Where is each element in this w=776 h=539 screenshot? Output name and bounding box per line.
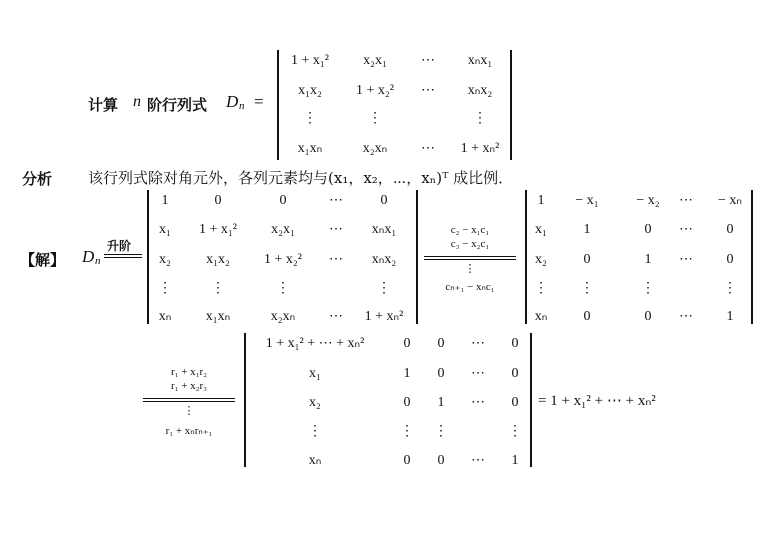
problem-n: n: [133, 93, 141, 110]
m3-cell: 0: [403, 395, 411, 410]
solution-symbol-sub: n: [95, 255, 101, 267]
m2-cell: ⋯: [679, 252, 693, 267]
m2-cell: 1: [537, 193, 545, 208]
m1-cell: ⋮: [377, 281, 391, 296]
m2-cell: 0: [644, 222, 652, 237]
m3-cell: 1: [437, 395, 445, 410]
m3-cell: 0: [511, 336, 519, 351]
m2-cell: x₁: [535, 222, 547, 237]
m1-cell: ⋮: [158, 281, 172, 296]
m3-cell: xₙ: [308, 453, 322, 468]
problem-matrix-cell: x₁x₂: [298, 83, 322, 98]
problem-matrix-cell: 1 + x₁²: [291, 53, 329, 68]
m3-cell: ⋮: [508, 424, 522, 439]
m1-cell: 0: [279, 193, 287, 208]
m1-cell: x₂xₙ: [270, 309, 296, 324]
m2-cell: ⋯: [679, 193, 693, 208]
row-operation: r₁ + xₙrₙ₊₁: [165, 425, 213, 437]
m3-cell: ⋯: [471, 395, 485, 410]
m2-cell: 0: [583, 252, 591, 267]
det-bar-right: [510, 50, 512, 160]
m2-cell: 1: [644, 252, 652, 267]
m2-cell: ⋮: [580, 281, 594, 296]
m2-cell: 0: [583, 309, 591, 324]
m2-cell: − xₙ: [718, 193, 742, 208]
problem-matrix-cell: ⋮: [368, 111, 382, 126]
m1-bar-left: [147, 190, 149, 324]
m1-cell: ⋯: [329, 222, 343, 237]
problem-matrix-cell: xₙx₂: [467, 83, 493, 98]
m3-cell: 0: [511, 366, 519, 381]
det-bar-left: [277, 50, 279, 160]
problem-matrix-cell: 1 + xₙ²: [460, 141, 500, 156]
m3-cell: 0: [511, 395, 519, 410]
row-operation: ⋮: [183, 405, 195, 417]
m3-cell: 0: [437, 336, 445, 351]
m3-cell: ⋯: [471, 453, 485, 468]
m1-cell: ⋯: [329, 309, 343, 324]
m1-cell: 1 + x₁²: [199, 222, 237, 237]
m1-cell: x₁xₙ: [205, 309, 231, 324]
m1-cell: xₙ: [158, 309, 172, 324]
m2-cell: 1: [583, 222, 591, 237]
problem-symbol-sub: n: [239, 100, 245, 112]
m1-cell: xₙx₂: [371, 252, 397, 267]
problem-matrix-cell: x₂x₁: [363, 53, 387, 68]
m2-cell: ⋮: [641, 281, 655, 296]
m3-cell: 1: [511, 453, 519, 468]
m2-cell: 1: [726, 309, 734, 324]
m1-cell: ⋯: [329, 193, 343, 208]
m1-cell: 0: [214, 193, 222, 208]
problem-matrix-cell: ⋮: [303, 111, 317, 126]
m3-cell: 0: [437, 366, 445, 381]
m1-cell: x₁x₂: [206, 252, 230, 267]
m2-cell: 0: [644, 309, 652, 324]
m3-cell: ⋯: [471, 366, 485, 381]
column-operation: cₙ₊₁ − xₙc₁: [445, 281, 495, 293]
column-operation: c₂ − x₁c₁: [450, 224, 490, 236]
m1-cell: 1 + xₙ²: [364, 309, 404, 324]
m3-cell: ⋮: [400, 424, 414, 439]
m2-cell: − x₁: [575, 193, 599, 208]
m1-cell: ⋯: [329, 252, 343, 267]
m2-bar-right: [751, 190, 753, 324]
m2-cell: 0: [726, 252, 734, 267]
m1-cell: xₙx₁: [371, 222, 397, 237]
m1-bar-right: [416, 190, 418, 324]
solution-symbol: D: [82, 247, 95, 266]
column-operation: ⋮: [464, 263, 476, 275]
m1-cell: 1 + x₂²: [264, 252, 302, 267]
problem-matrix-cell: ⋯: [421, 141, 435, 156]
m1-cell: 0: [380, 193, 388, 208]
raise-op-line1: [104, 254, 142, 255]
m3-cell: 1 + x₁² + ⋯ + xₙ²: [265, 336, 365, 351]
m3-cell: 1: [403, 366, 411, 381]
m2-cell: ⋮: [723, 281, 737, 296]
m2-cell: xₙ: [534, 309, 548, 324]
problem-suffix: 阶行列式: [147, 96, 208, 114]
m2-bar-left: [525, 190, 527, 324]
m2-cell: ⋯: [679, 222, 693, 237]
col-op-line1: [424, 256, 516, 257]
solution-label: 【解】: [20, 251, 66, 269]
raise-op-label: 升阶: [107, 239, 132, 253]
problem-matrix-cell: x₁xₙ: [297, 141, 323, 156]
m3-cell: 0: [403, 336, 411, 351]
m1-cell: 1: [161, 193, 169, 208]
m3-cell: 0: [403, 453, 411, 468]
problem-matrix-cell: 1 + x₂²: [356, 83, 394, 98]
problem-matrix-cell: xₙx₁: [467, 53, 493, 68]
row-operation: r₁ + x₁r₂: [170, 366, 208, 378]
m1-cell: x₁: [159, 222, 171, 237]
raise-op-line2: [104, 257, 142, 258]
problem-symbol: D: [226, 92, 239, 111]
m2-cell: 0: [726, 222, 734, 237]
m1-cell: x₂x₁: [271, 222, 295, 237]
problem-matrix-cell: ⋮: [473, 111, 487, 126]
problem-matrix-cell: x₂xₙ: [362, 141, 388, 156]
col-op-line2: [424, 259, 516, 260]
row-op-line1: [143, 398, 235, 399]
analysis-label: 分析: [22, 170, 53, 188]
final-result: = 1 + x₁² + ⋯ + xₙ²: [538, 393, 656, 409]
m2-cell: − x₂: [636, 193, 660, 208]
m3-cell: ⋯: [471, 336, 485, 351]
m3-cell: ⋮: [308, 424, 322, 439]
m3-bar-right: [530, 333, 532, 467]
m2-cell: ⋯: [679, 309, 693, 324]
row-op-line2: [143, 401, 235, 402]
problem-prefix: 计算: [88, 96, 119, 114]
m1-cell: ⋮: [276, 281, 290, 296]
m3-cell: x₁: [309, 366, 321, 381]
column-operation: c₃ − x₂c₁: [450, 238, 490, 250]
m3-cell: 0: [437, 453, 445, 468]
problem-equals: =: [254, 92, 264, 111]
m3-cell: x₂: [309, 395, 321, 410]
m3-bar-left: [244, 333, 246, 467]
problem-matrix-cell: ⋯: [421, 53, 435, 68]
m2-cell: x₂: [535, 252, 547, 267]
row-operation: r₁ + x₂r₃: [170, 380, 208, 392]
m2-cell: ⋮: [534, 281, 548, 296]
m1-cell: x₂: [159, 252, 171, 267]
m3-cell: ⋮: [434, 424, 448, 439]
m1-cell: ⋮: [211, 281, 225, 296]
problem-matrix-cell: ⋯: [421, 83, 435, 98]
analysis-text: 该行列式除对角元外，各列元素均与(x₁，x₂，⋯，xₙ)ᵀ 成比例．: [88, 169, 514, 187]
